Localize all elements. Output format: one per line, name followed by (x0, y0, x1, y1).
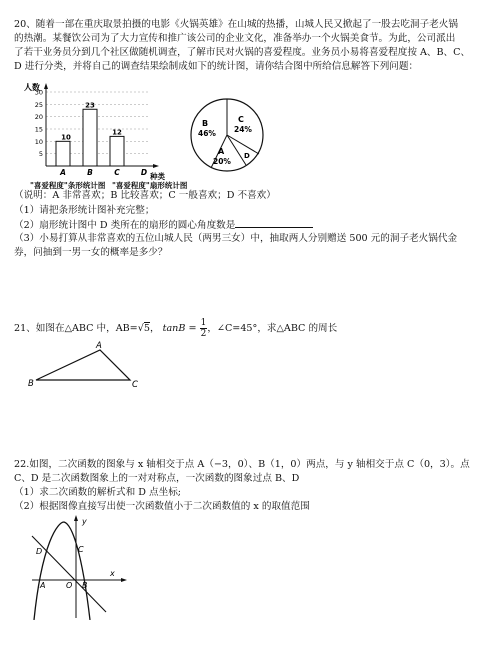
q20-text-line-2: 的热潮。某餐饮公司为了大力宣传和推广该公司的企业文化，准备举办一个火锅美食节。为此，公司派出 (14, 33, 456, 44)
bar-value-label: 12 (112, 128, 122, 137)
q21-text-before: 21、如图在△ABC 中，AB= (14, 323, 138, 334)
bar-c (110, 136, 124, 166)
bar-y-tick-label: 25 (34, 100, 43, 109)
q20-sub-3-line-2: 券，问抽到一男一女的概率是多少？ (14, 247, 168, 258)
q22-sub-1: （1）求二次函数的解析式和 D 点坐标; (14, 487, 182, 498)
bar-x-axis-title: 种类 (150, 172, 165, 181)
bar-value-label: 10 (61, 133, 71, 142)
bar-y-tick-label: 15 (34, 125, 43, 134)
pie-chart-caption: "喜爱程度"扇形统计图 (112, 181, 188, 190)
parabola-graph (30, 512, 130, 620)
graph-origin-label: O (66, 581, 73, 590)
vertex-b-label: B (28, 379, 34, 389)
q20-text-line-4: D 进行分类，并将自己的调查结果绘制成如下的统计图，请你结合图中所给信息解答下列问题： (14, 61, 419, 72)
q20-text-line-1: 20、随着一部在重庆取景拍摄的电影《火锅英雄》在山城的热播，山城人民又掀起了一股去吃洞子老火锅 (14, 19, 458, 30)
bar-y-tick-label: 10 (34, 137, 43, 146)
bar-y-tick-label: 30 (34, 88, 43, 97)
bar-b (83, 109, 97, 166)
pie-pct-a: 20% (213, 157, 231, 166)
q22-text-line-1: 22.如图，二次函数的图象与 x 轴相交于点 A（−3，0）、B（1，0）两点，与 y 轴相交于点 C（0，3）。点 (14, 459, 470, 470)
bar-category-label: D (140, 168, 148, 177)
q20-sub-1: （1）请把条形统计图补充完整； (14, 205, 155, 216)
q20-text-line-3: 了若干业务员分到几个社区做随机调查，了解市民对火锅的喜爱程度。业务员小易将喜爱程度按 A、B、C、 (14, 47, 471, 58)
q20-sub-2 (14, 218, 313, 232)
bar-a (56, 141, 70, 166)
bar-y-arrow-icon (44, 83, 48, 89)
q22-sub-2: （2）根据图像直接写出使一次函数值小于二次函数值的 x 的取值范围 (14, 501, 310, 512)
bar-chart-caption: "喜爱程度"条形统计图 (30, 181, 106, 190)
vertex-a-label: A (96, 341, 102, 351)
pie-label-b: B (202, 119, 209, 128)
q20-sub-3-line-1: （3）小易打算从非常喜欢的五位山城人民（两男三女）中，抽取两人分别赠送 500 元的洞子老火锅代金 (14, 233, 458, 244)
answer-blank (235, 218, 313, 228)
pie-label-d: D (244, 152, 250, 160)
sqrt-symbol-icon: √ (137, 323, 144, 334)
pie-label-c: C (238, 115, 244, 124)
linear-function-line (32, 536, 106, 612)
graph-point-b-label: B (82, 581, 88, 590)
triangle-abc (36, 350, 130, 380)
q20-note: （说明：A 非常喜欢；B 比较喜欢；C 一般喜欢；D 不喜欢） (14, 190, 276, 201)
graph-point-d-label: D (36, 547, 43, 556)
pie-chart (188, 96, 268, 176)
pie-label-a: A (218, 147, 225, 156)
bar-y-axis-title: 人数 (24, 83, 40, 92)
graph-point-c-label: C (78, 545, 84, 554)
vertex-c-label: C (132, 380, 138, 390)
triangle-figure (28, 340, 148, 396)
q20-sub-2-text: （2）扇形统计图中 D 类所在的扇形的圆心角度数是 (14, 220, 236, 231)
q21-separator: ， (149, 323, 160, 334)
q21-sqrt-value: 5 (143, 323, 150, 334)
q21-tan-label: tanB = (162, 323, 197, 334)
graph-point-a-label: A (40, 581, 46, 590)
y-axis-arrow-icon (74, 515, 78, 521)
q21-text-after: ，∠C=45°，求△ABC 的周长 (207, 323, 338, 334)
q21-frac-num: 1 (200, 318, 207, 328)
q22-text-line-2: C、D 是二次函数图象上的一对对称点，一次函数的图象过点 B、D (14, 473, 300, 484)
bar-value-label: 23 (85, 101, 95, 110)
parabola-curve (34, 522, 90, 620)
bar-chart (22, 80, 192, 182)
x-axis-arrow-icon (121, 578, 127, 582)
bar-y-tick-label: 5 (38, 150, 43, 159)
bar-category-label: B (87, 168, 93, 177)
pie-pct-c: 24% (234, 125, 252, 134)
q21-text (14, 318, 337, 339)
graph-y-label: y (82, 517, 87, 526)
bar-category-label: A (60, 168, 66, 177)
bar-category-label: C (114, 168, 120, 177)
bar-x-arrow-icon (153, 164, 159, 168)
graph-x-label: x (110, 569, 115, 578)
pie-pct-b: 46% (198, 129, 216, 138)
bar-y-tick-label: 20 (34, 113, 43, 122)
pie-divider-cd (227, 135, 259, 154)
q21-frac-den: 2 (200, 329, 207, 339)
